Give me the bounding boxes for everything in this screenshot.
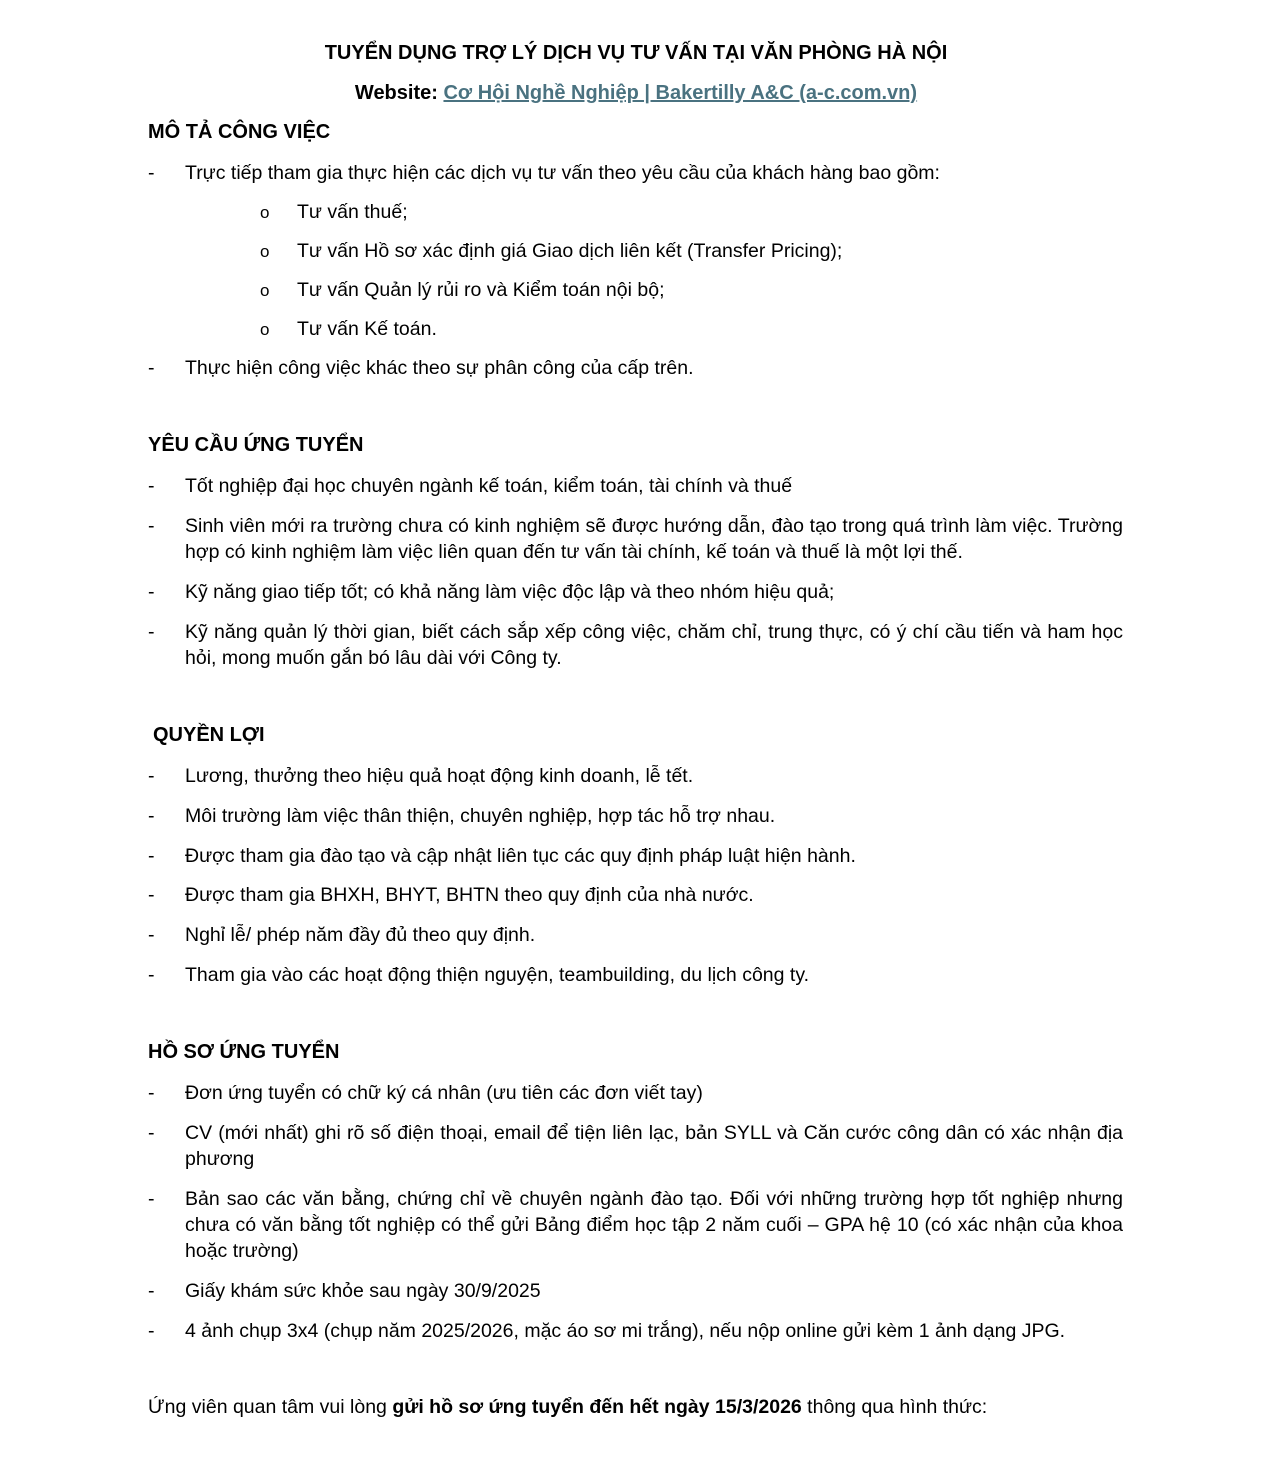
- dash-bullet: -: [148, 515, 155, 537]
- closing-suffix: thông qua hình thức:: [801, 1396, 988, 1418]
- dash-bullet: -: [148, 964, 155, 986]
- website-link[interactable]: Cơ Hội Nghề Nghiệp | Bakertilly A&C (a-c.com.vn): [443, 82, 918, 104]
- dash-bullet: -: [148, 1280, 155, 1302]
- section-heading-requirements: YÊU CẦU ỨNG TUYỂN: [148, 434, 364, 456]
- dash-bullet: -: [148, 765, 155, 787]
- dash-bullet: -: [148, 357, 155, 379]
- website-line: [0, 82, 1272, 105]
- dash-bullet: -: [148, 1082, 155, 1104]
- dash-bullet: -: [148, 1122, 155, 1144]
- dash-bullet: -: [148, 1320, 155, 1342]
- circle-bullet: o: [260, 242, 270, 261]
- circle-bullet: o: [260, 281, 270, 300]
- dash-bullet: -: [148, 845, 155, 867]
- dash-bullet: -: [148, 805, 155, 827]
- closing-deadline: gửi hồ sơ ứng tuyển đến hết ngày 15/3/2026: [392, 1396, 802, 1418]
- dash-bullet: -: [148, 1188, 155, 1210]
- circle-bullet: o: [260, 203, 270, 222]
- closing-paragraph: [148, 1396, 987, 1419]
- dash-bullet: -: [148, 621, 155, 643]
- dash-bullet: -: [148, 884, 155, 906]
- document-page: TUYỂN DỤNG TRỢ LÝ DỊCH VỤ TƯ VẤN TẠI VĂN PHÒNG HÀ NỘI Website: Cơ Hội Nghề Nghiệp | Bakertilly A&C (a-c.com.vn) MÔ TẢ CÔNG VIỆC - Trực tiếp tham gia thực hiện các dịch vụ tư vấn theo yêu cầu của khách hàng bao gồm: o Tư vấn thuế; o Tư vấn Hồ sơ xác định giá Giao dịch liên kết (Transfer Pricing); o Tư vấn Quản lý rủi ro và Kiểm toán nội bộ; o Tư vấn Kế toán. - Thực hiện công việc khác theo sự phân công của cấp trên. YÊU CẦU ỨNG TUYỂN - Tốt nghiệp đại học chuyên ngành kế toán, kiểm toán, tài chính và thuế - Sinh viên mới ra trường chưa có kinh nghiệm sẽ được hướng dẫn, đào tạo trong quá trình làm việc. Trường hợp có kinh nghiệm làm việc liên quan đến tư vấn tài chính, kế toán và thuế là một lợi thế. - Kỹ năng giao tiếp tốt; có khả năng làm việc độc lập và theo nhóm hiệu quả; - Kỹ năng quản lý thời gian, biết cách sắp xếp công việc, chăm chỉ, trung thực, có ý chí cầu tiến và ham học hỏi, mong muốn gắn bó lâu dài với Công ty. QUYỀN LỢI - Lương, thưởng theo hiệu quả hoạt động kinh doanh, lễ tết. - Môi trường làm việc thân thiện, chuyên nghiệp, hợp tác hỗ trợ nhau. - Được tham gia đào tạo và cập nhật liên tục các quy định pháp luật hiện hành. - Được tham gia BHXH, BHYT, BHTN theo quy định của nhà nước. - Nghỉ lễ/ phép năm đầy đủ theo quy định. - Tham gia vào các hoạt động thiện nguyện, teambuilding, du lịch công ty. HỒ SƠ ỨNG TUYỂN - Đơn ứng tuyển có chữ ký cá nhân (ưu tiên các đơn viết tay) - CV (mới nhất) ghi rõ số điện thoại, email để tiện liên lạc, bản SYLL và Căn cước công dân có xác nhận địa phương - Bản sao các văn bằng, chứng chỉ về chuyên ngành đào tạo. Đối với những trường hợp tốt nghiệp nhưng chưa có văn bằng tốt nghiệp có thể gửi Bảng điểm học tập 2 năm cuối – GPA hệ 10 (có xác nhận của khoa hoặc trường) - Giấy khám sức khỏe sau ngày 30/9/2025 - 4 ảnh chụp 3x4 (chụp năm 2025/2026, mặc áo sơ mi trắng), nếu nộp online gửi kèm 1 ảnh dạng JPG. Ứng viên quan tâm vui lòng gửi hồ sơ ứng tuyển đến hết ngày 15/3/2026 thông qua hình thức:: [0, 0, 1272, 1457]
- dash-bullet: -: [148, 924, 155, 946]
- section-heading-benefits: QUYỀN LỢI: [153, 724, 265, 746]
- section-heading-job-description: MÔ TẢ CÔNG VIỆC: [148, 121, 331, 143]
- dash-bullet: -: [148, 162, 155, 184]
- section-heading-application: HỒ SƠ ỨNG TUYỂN: [148, 1041, 340, 1063]
- page-title: TUYỂN DỤNG TRỢ LÝ DỊCH VỤ TƯ VẤN TẠI VĂN PHÒNG HÀ NỘI: [324, 42, 948, 64]
- dash-bullet: -: [148, 581, 155, 603]
- dash-bullet: -: [148, 475, 155, 497]
- closing-prefix: Ứng viên quan tâm vui lòng: [148, 1396, 393, 1418]
- circle-bullet: o: [260, 320, 270, 339]
- website-label: Website:: [354, 82, 438, 104]
